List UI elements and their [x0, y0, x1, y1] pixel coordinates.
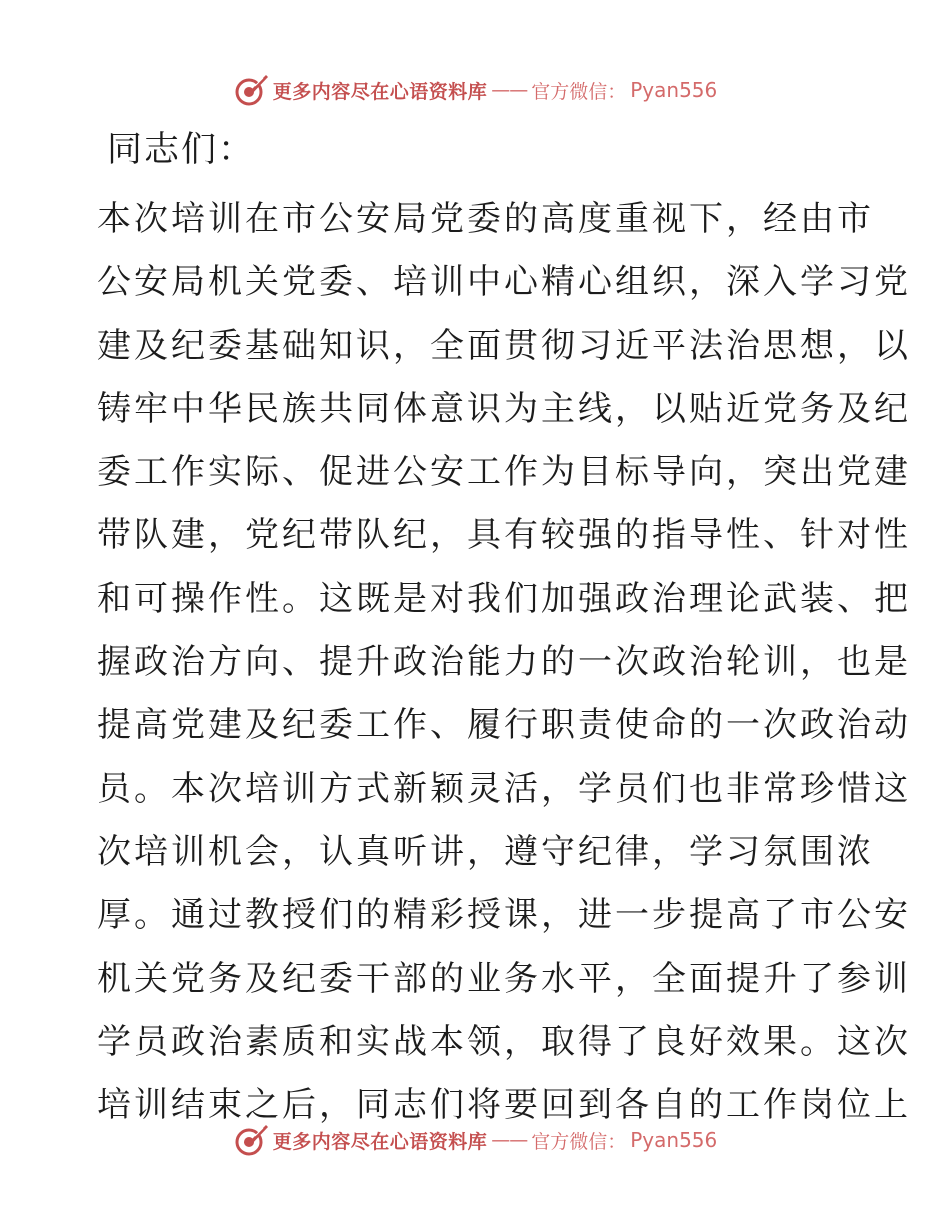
- text-line: 学员政治素质和实战本领，取得了良好效果。这次: [97, 1021, 911, 1062]
- watermark-brand: 更多内容尽在心语资料库: [272, 80, 488, 103]
- watermark-brand: 更多内容尽在心语资料库: [272, 1130, 488, 1153]
- text-line: 和可操作性。这既是对我们加强政治理论武装、把: [97, 578, 911, 619]
- text-line: 公安局机关党委、培训中心精心组织，深入学习党: [97, 262, 911, 303]
- watermark-official-label: 官方微信：: [531, 1130, 627, 1153]
- text-line: 培训结束之后，同志们将要回到各自的工作岗位上: [97, 1085, 911, 1126]
- watermark-wechat-handle: Pyan556: [630, 78, 718, 102]
- text-line: 握政治方向、提升政治能力的一次政治轮训，也是: [97, 642, 911, 683]
- text-line: 提高党建及纪委工作、履行职责使命的一次政治动: [97, 705, 911, 746]
- text-line: 厚。通过教授们的精彩授课，进一步提高了市公安: [97, 895, 911, 936]
- quill-seal-icon: [233, 1122, 269, 1158]
- text-line: 铸牢中华民族共同体意识为主线，以贴近党务及纪: [97, 388, 911, 429]
- watermark-dash: ——: [491, 1129, 528, 1151]
- paragraph: [97, 188, 911, 1137]
- text-line: 带队建，党纪带队纪，具有较强的指导性、针对性: [97, 515, 911, 556]
- watermark-official-label: 官方微信：: [531, 80, 627, 103]
- watermark-dash: ——: [491, 79, 528, 101]
- text-line: 建及纪委基础知识，全面贯彻习近平法治思想，以: [97, 325, 911, 366]
- text-line: 员。本次培训方式新颖灵活，学员们也非常珍惜这: [97, 768, 911, 809]
- document-body: [97, 122, 911, 1137]
- footer-watermark: [0, 1120, 950, 1160]
- watermark-wechat-handle: Pyan556: [630, 1128, 718, 1152]
- text-line: 委工作实际、促进公安工作为目标导向，突出党建: [97, 452, 911, 493]
- text-line: 本次培训在市公安局党委的高度重视下，经由市: [97, 199, 874, 239]
- quill-seal-icon: [233, 72, 269, 108]
- text-line: 次培训机会，认真听讲，遵守纪律，学习氛围浓: [97, 831, 874, 872]
- salutation: 同志们：: [107, 130, 256, 170]
- header-watermark: [0, 70, 950, 110]
- text-line: 机关党务及纪委干部的业务水平，全面提升了参训: [97, 958, 911, 999]
